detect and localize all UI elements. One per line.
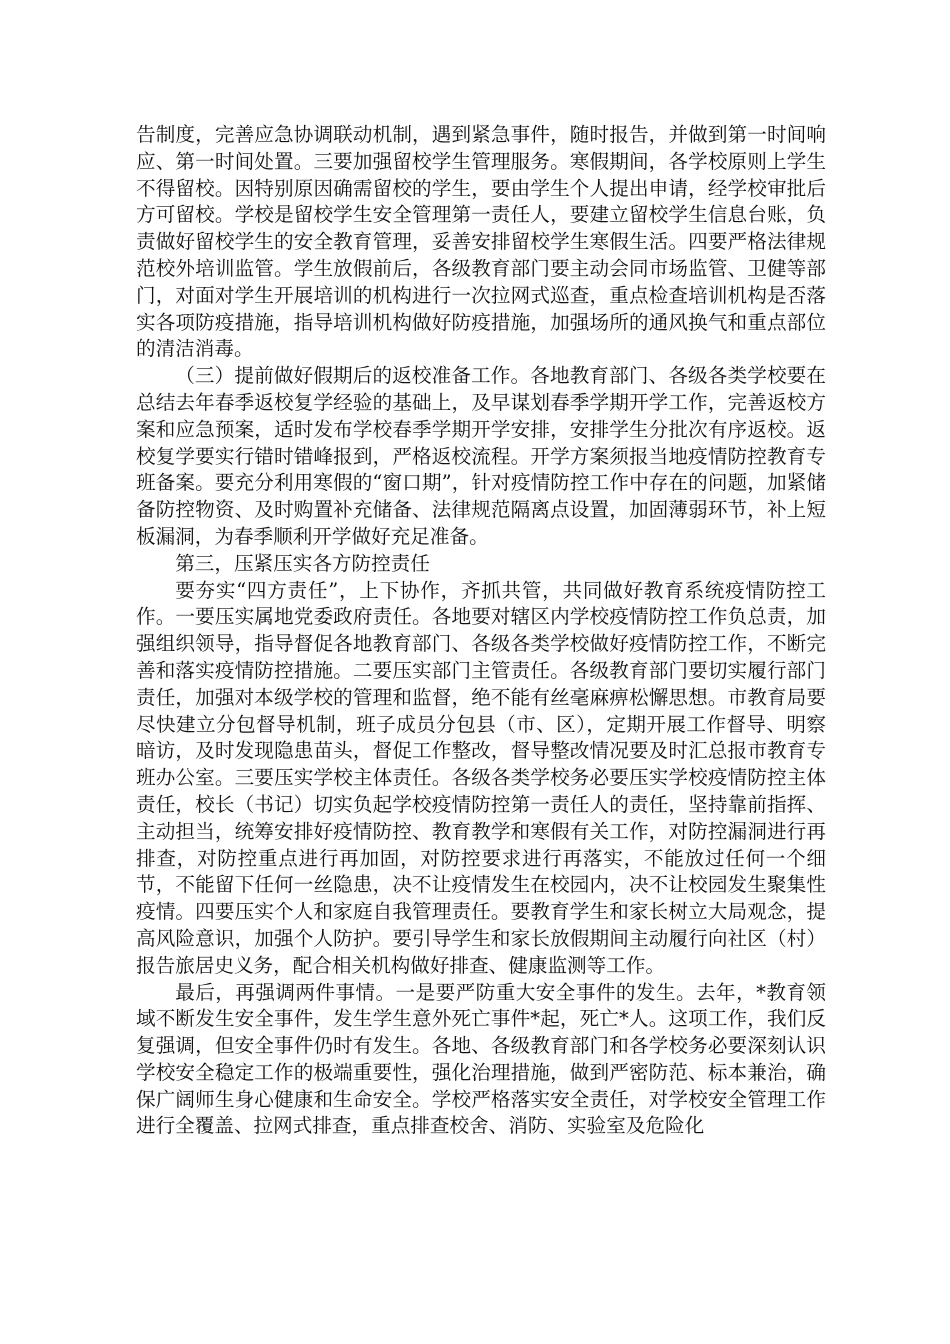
section-heading: 第三，压紧压实各方防控责任	[175, 551, 430, 575]
body-paragraph-4: 最后，再强调两件事情。一是要严防重大安全事件的发生。去年，*教育领域不断发生安全事件，发生学生意外死亡事件*起，死亡*人。这项工作，我们反复强调，但安全事件仍时有发生。各地、各级教育部门和各学校务必要深刻认识学校安全稳定工作的极端重要性，强化治理措施，做到严密防范、标本兼治，确保广阔师生身心健康和生命安全。学校严格落实安全责任，对学校安全管理工作进行全覆盖、拉网式排查，重点排查校舍、消防、实验室及危险化	[136, 980, 826, 1138]
body-paragraph-3: 要夯实“四方责任”，上下协作，齐抓共管，共同做好教育系统疫情防控工作。一要压实属地党委政府责任。各地要对辖区内学校疫情防控工作负总责，加强组织领导，指导督促各地教育部门、各级各类学校做好疫情防控工作，不断完善和落实疫情防控措施。二要压实部门主管责任。各级教育部门要切实履行部门责任，加强对本级学校的管理和监督，绝不能有丝毫麻痹松懈思想。市教育局要尽快建立分包督导机制，班子成员分包县（市、区），定期开展工作督导、明察暗访，及时发现隐患苗头，督促工作整改，督导整改情况要及时汇总报市教育专班办公室。三要压实学校主体责任。各级各类学校务必要压实学校疫情防控主体责任，校长（书记）切实负起学校疫情防控第一责任人的责任，坚持靠前指挥、主动担当，统筹安排好疫情防控、教育教学和寒假有关工作，对防控漏洞进行再排查，对防控重点进行再加固，对防控要求进行再落实，不能放过任何一个细节，不能留下任何一丝隐患，决不让疫情发生在校园内，决不让校园发生聚集性疫情。四要压实个人和家庭自我管理责任。要教育学生和家长树立大局观念，提高风险意识，加强个人防护。要引导学生和家长放假期间主动履行向社区（村）报告旅居史义务，配合相关机构做好排查、健康监测等工作。	[136, 578, 826, 977]
body-paragraph-2: （三）提前做好假期后的返校准备工作。各地教育部门、各级各类学校要在总结去年春季返校复学经验的基础上，及早谋划春季学期开学工作，完善返校方案和应急预案，适时发布学校春季学期开学安排，安排学生分批次有序返校。返校复学要实行错时错峰报到，严格返校流程。开学方案须报当地疫情防控教育专班备案。要充分利用寒假的“窗口期”，针对疫情防控工作中存在的问题，加紧储备防控物资、及时购置补充储备、法律规范隔离点设置，加固薄弱环节，补上短板漏洞，为春季顺利开学做好充足准备。	[136, 364, 826, 548]
document-page	[136, 122, 826, 1140]
body-paragraph-1: 告制度，完善应急协调联动机制，遇到紧急事件，随时报告，并做到第一时间响应、第一时间处置。三要加强留校学生管理服务。寒假期间，各学校原则上学生不得留校。因特别原因确需留校的学生，要由学生个人提出申请，经学校审批后方可留校。学校是留校学生安全管理第一责任人，要建立留校学生信息台账，负责做好留校学生的安全教育管理，妥善安排留校学生寒假生活。四要严格法律规范校外培训监管。学生放假前后，各级教育部门要主动会同市场监管、卫健等部门，对面对学生开展培训的机构进行一次拉网式巡查，重点检查培训机构是否落实各项防疫措施，指导培训机构做好防疫措施，加强场所的通风换气和重点部位的清洁消毒。	[136, 123, 826, 361]
